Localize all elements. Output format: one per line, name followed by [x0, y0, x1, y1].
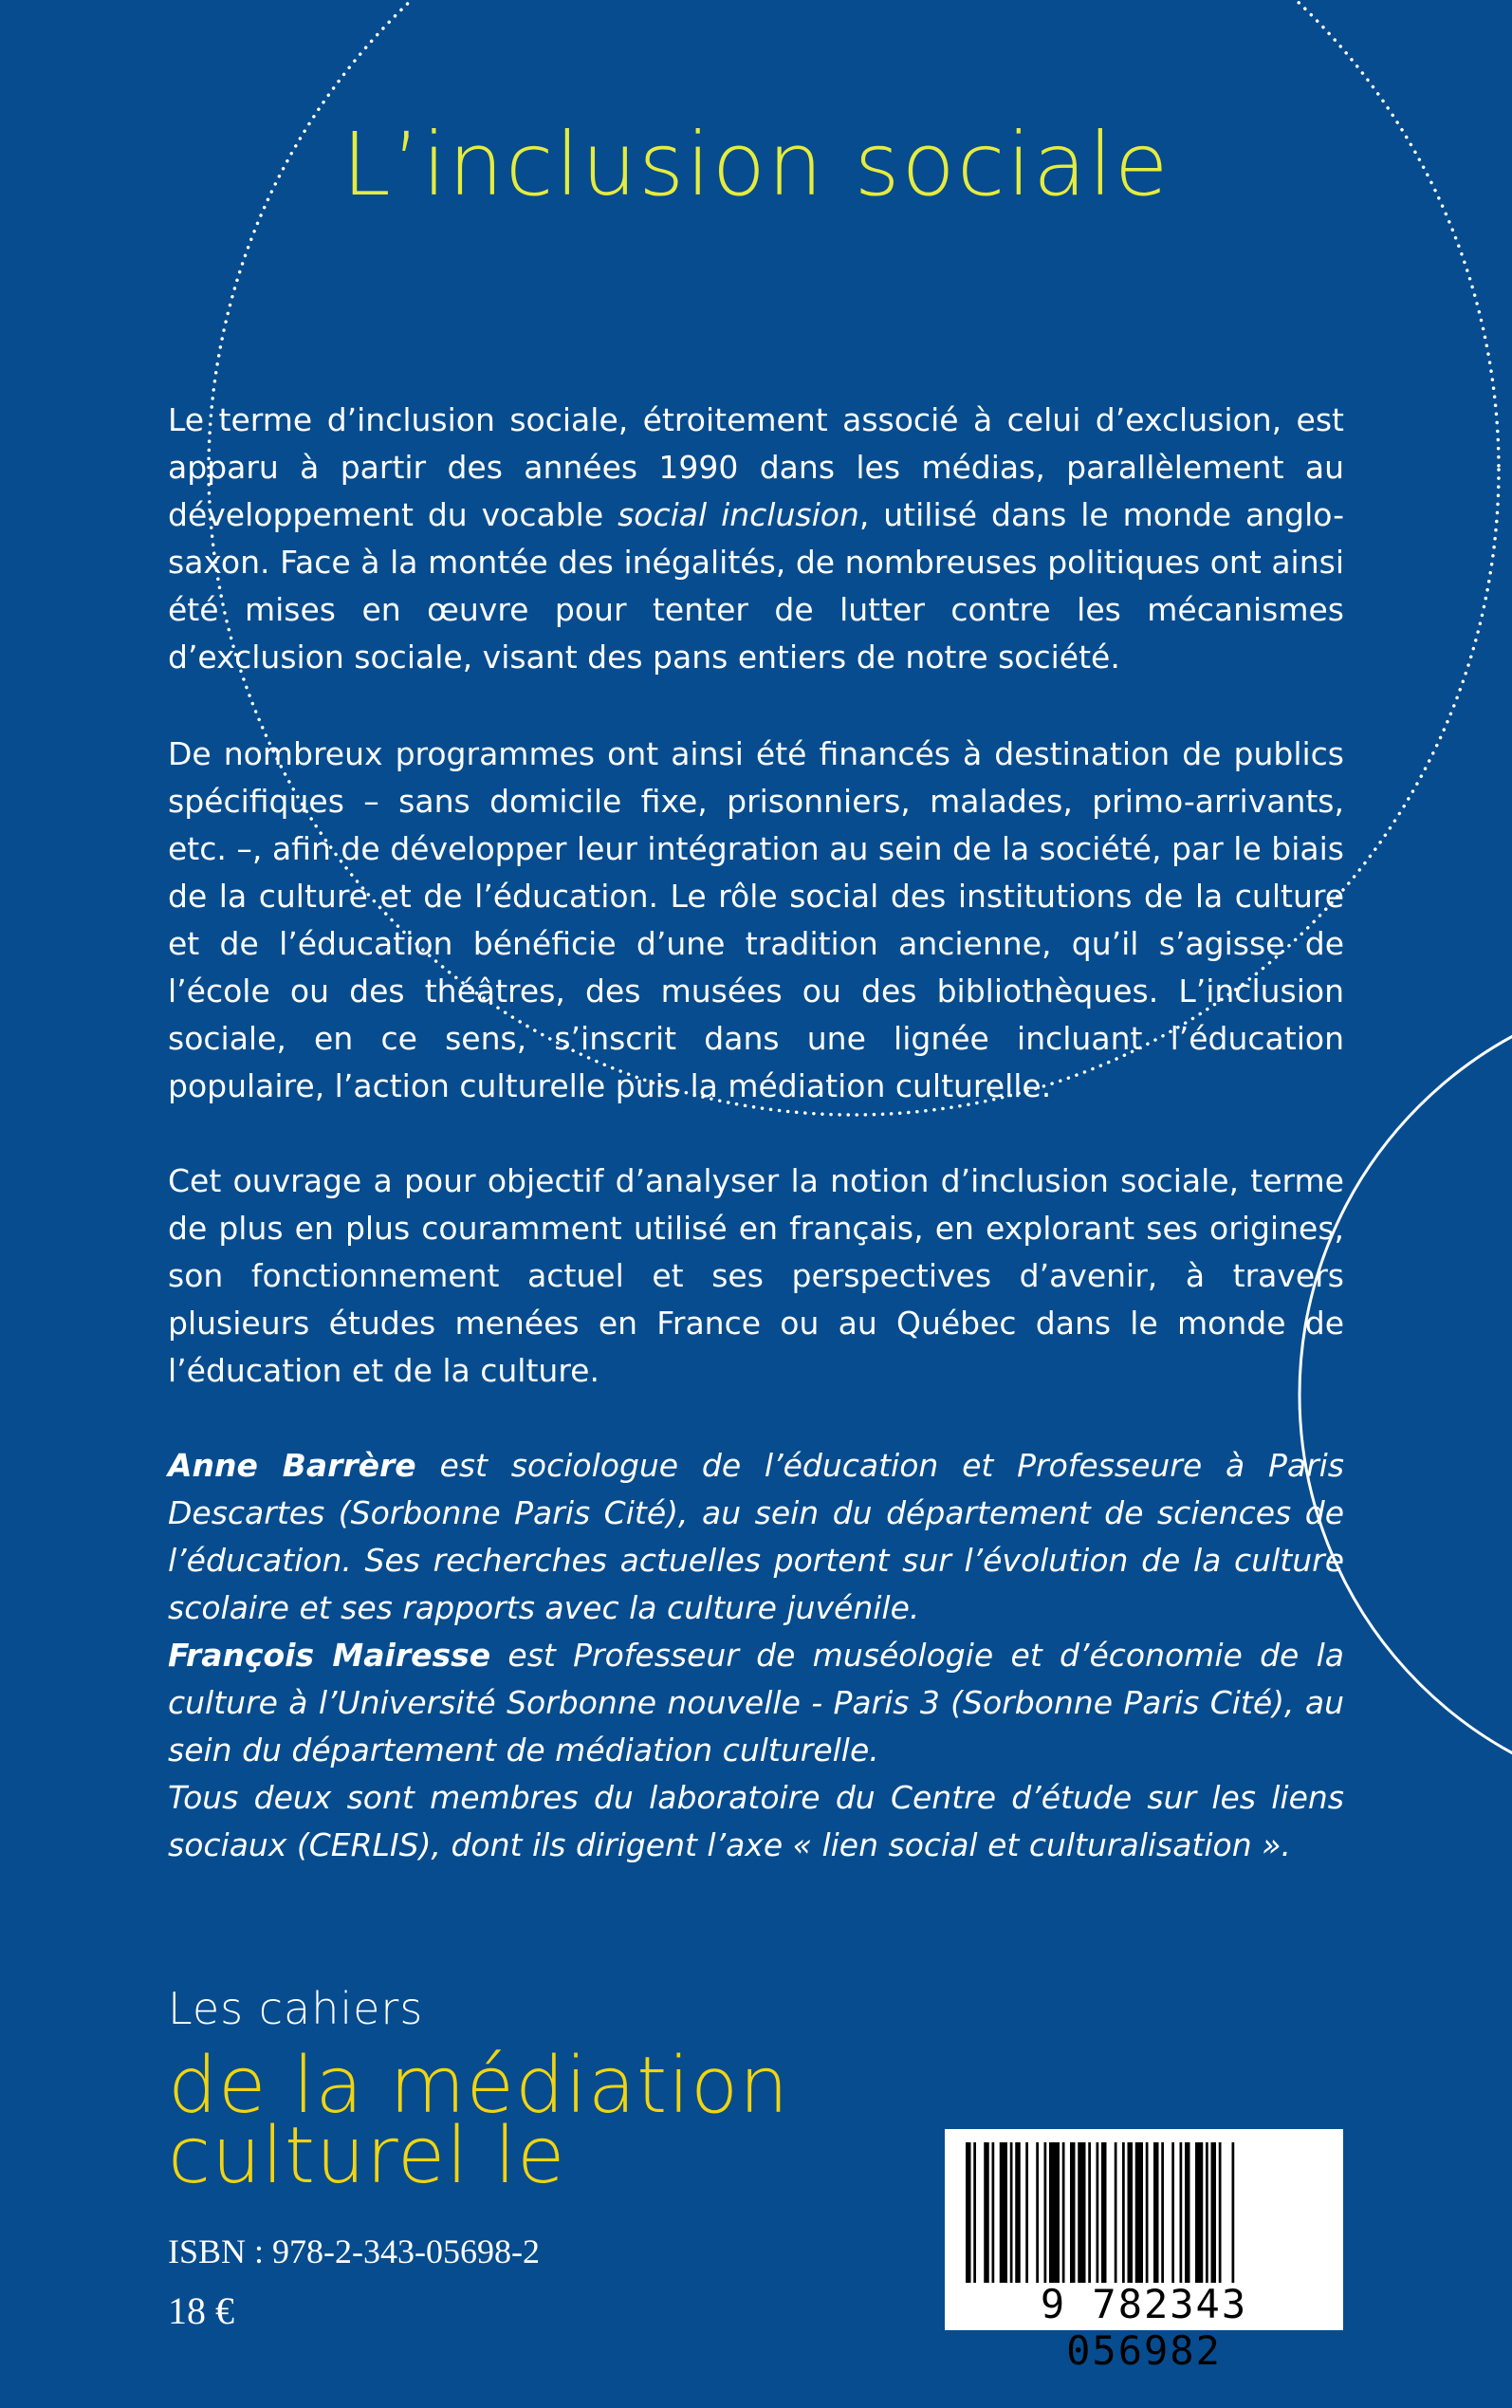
barcode-bar: [1062, 2142, 1065, 2283]
author-bios: [168, 1442, 1344, 1869]
barcode-bar: [1044, 2142, 1047, 2283]
barcode-bar: [1161, 2142, 1164, 2283]
barcode-bar: [973, 2142, 976, 2283]
collection-line-3: culturel le: [168, 2111, 566, 2201]
isbn: ISBN : 978-2-343-05698-2: [168, 2232, 540, 2270]
barcode-bar: [1185, 2142, 1190, 2283]
barcode-bar: [1115, 2142, 1117, 2283]
barcode-bar: [1180, 2142, 1183, 2283]
summary-paragraph-2: [168, 731, 1344, 1110]
author-bio-2: [168, 1632, 1344, 1774]
barcode-bar: [992, 2142, 995, 2283]
barcode-bar: [1171, 2142, 1174, 2283]
barcode-bar: [1049, 2142, 1060, 2283]
barcode-bar: [1206, 2142, 1208, 2283]
collection-name-small: Les cahiers: [168, 1983, 424, 2034]
barcode-bar: [966, 2142, 971, 2283]
summary-paragraph-3: [168, 1158, 1344, 1395]
collection-line-2: de la médiation: [168, 2041, 790, 2131]
p3-text: Cet ouvrage a pour objectif d’analyser la notion d’inclusion sociale, terme de plus en plus couramment utilisé en français, en explorant ses origines, son fonctionnement actuel et ses perspectives d’avenir, à travers plusieurs études menées en France ou au Québec dans le monde de l’éducation et de la culture.: [168, 1162, 1344, 1389]
authors-shared-note: Tous deux sont membres du laboratoire du Centre d’étude sur les liens sociaux (CERLIS), dont ils dirigent l’axe « lien social et culturalisation ».: [168, 1779, 1344, 1863]
barcode-bar: [1219, 2142, 1222, 2283]
book-title: L’inclusion sociale: [341, 114, 1171, 215]
barcode-bars: [964, 2142, 1324, 2283]
p2-text: De nombreux programmes ont ainsi été financés à destination de publics spécifiques – sans domicile fixe, prisonniers, malades, primo-arrivants, etc. –, afin de développer leur intégration au sein de la société, par le biais de la culture et de l’éducation. Le rôle social des institutions de la culture et de l’éducation bénéficie d’une tradition ancienne, qu’il s’agisse de l’école ou des théâtres, des musées ou des bibliothèques. L’inclusion sociale, en ce sens, s’inscrit dans une lignée incluant l’éducation populaire, l’action culturelle puis la médiation culturelle.: [168, 735, 1344, 1104]
author-1-name: Anne Barrère: [168, 1447, 416, 1484]
barcode-bar: [1010, 2142, 1013, 2283]
p1-text-end: , utilisé dans le monde anglo-saxon. Face à la montée des inégalités, de nombreuses politiques ont ainsi été mises en œuvre pour tenter de lutter contre les mécanismes d’exclusion sociale, visant des pans entiers de notre société.: [168, 496, 1344, 676]
p1-text-italic: social inclusion: [618, 496, 859, 533]
barcode-digits: 9 782343 056982: [1040, 2281, 1248, 2374]
barcode-bar: [1211, 2142, 1217, 2283]
barcode-bar: [984, 2142, 989, 2283]
barcode-bar: [1036, 2142, 1039, 2283]
barcode-bar: [1128, 2142, 1134, 2283]
barcode-bar: [1122, 2142, 1125, 2283]
collection-name-large: [168, 2041, 832, 2201]
summary-paragraph-1: [168, 397, 1344, 681]
author-bio-1: [168, 1442, 1344, 1632]
barcode-bar: [1070, 2142, 1076, 2283]
barcode-bar: [1078, 2142, 1085, 2283]
barcode-bar: [1232, 2142, 1235, 2283]
barcode: [945, 2129, 1343, 2374]
barcode-bar: [1025, 2142, 1028, 2283]
barcode-bar: [1146, 2142, 1149, 2283]
barcode-bar: [1015, 2142, 1021, 2283]
price: 18 €: [168, 2289, 234, 2332]
barcode-bar: [1153, 2142, 1159, 2283]
author-2-bio: est Professeur de muséologie et d’économie de la culture à l’Université Sorbonne nouvelle - Paris 3 (Sorbonne Paris Cité), au sein du département de médiation culturelle.: [168, 1637, 1344, 1769]
author-1-bio: est sociologue de l’éducation et Professeure à Paris Descartes (Sorbonne Paris Cité), au sein du département de sciences de l’éducation. Ses recherches actuelles portent sur l’évolution de la culture scolaire et ses rapports avec la culture juvénile.: [168, 1447, 1345, 1626]
barcode-bar: [1000, 2142, 1007, 2283]
barcode-bar: [1097, 2142, 1099, 2283]
barcode-bar: [1088, 2142, 1091, 2283]
barcode-bar: [1195, 2142, 1203, 2283]
author-2-name: François Mairesse: [168, 1637, 491, 1674]
barcode-bar: [1101, 2142, 1107, 2283]
barcode-bar: [1135, 2142, 1143, 2283]
p1-text-start: Le terme d’inclusion sociale, étroitement associé à celui d’exclusion, est apparu à partir des années 1990 dans les médias, parallèlement au développement du vocable: [168, 401, 1344, 533]
